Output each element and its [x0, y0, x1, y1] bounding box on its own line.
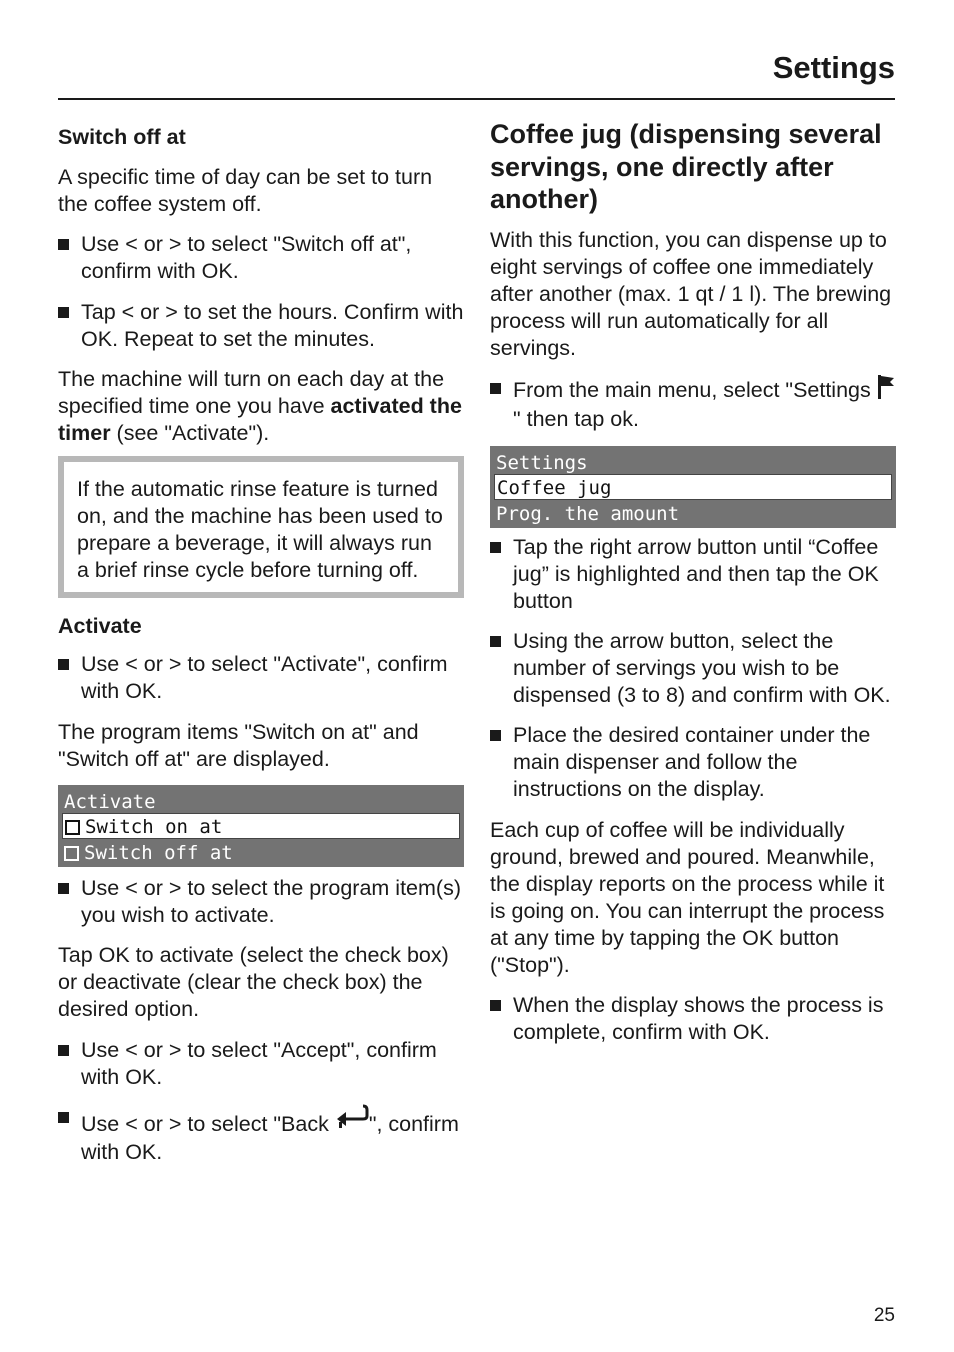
display-item-coffee-jug: Coffee jug: [494, 474, 892, 500]
activate-instructions: Tap OK to activate (select the check box) or deactivate (clear the check box) the desired option.: [58, 943, 449, 1021]
bullet-square-icon: [490, 636, 501, 647]
list-item: Use < or > to select the program item(s) you wish to activate.: [58, 875, 464, 929]
coffee-jug-process-paragraph: Each cup of coffee will be individually ground, brewed and poured. Meanwhile, the display reports on the process while it is going on. You can interrupt the process at any time by tapping the OK button ("Stop").: [490, 817, 885, 977]
display-title: Settings: [496, 451, 588, 474]
display-title: Activate: [64, 791, 156, 813]
switch-off-heading: Switch off at: [58, 125, 186, 149]
checkbox-icon: [64, 846, 79, 861]
back-arrow-icon: [335, 1104, 369, 1139]
list-item: Tap the right arrow button until “Coffee jug” is highlighted and then tap the OK button: [490, 534, 896, 615]
list-item: Use < or > to select "Switch off at", confirm with OK.: [58, 231, 464, 285]
coffee-jug-intro: With this function, you can dispense up to eight servings of coffee one immediately after another (max. 1 qt / 1 l). The brewing process will run automatically for all servings.: [490, 227, 892, 360]
bullet-square-icon: [58, 307, 69, 318]
bullet-square-icon: [58, 883, 69, 894]
bullet-square-icon: [58, 659, 69, 670]
bullet-square-icon: [58, 1045, 69, 1056]
activate-heading: Activate: [58, 614, 142, 638]
left-column: [58, 122, 464, 1166]
list-item: From the main menu, select "Settings " then tap ok.: [490, 375, 896, 433]
timer-paragraph: The machine will turn on each day at the specified time one you have activated the timer (see "Activate").: [58, 367, 462, 445]
bullet-square-icon: [58, 239, 69, 250]
activate-paragraph: The program items "Switch on at" and "Switch off at" are displayed.: [58, 720, 419, 771]
display-item-switch-on: Switch on at: [62, 813, 460, 839]
right-column: [490, 118, 896, 1046]
header-rule: [58, 98, 895, 100]
display-item-prog-amount: Prog. the amount: [496, 502, 680, 525]
settings-display: [490, 446, 896, 528]
rinse-note: If the automatic rinse feature is turned on, and the machine has been used to prepare a beverage, it will always run a brief rinse cycle before turning off.: [58, 456, 464, 598]
settings-flag-icon: [877, 375, 895, 406]
display-item-switch-off: Switch off at: [58, 839, 464, 867]
activate-display: [58, 785, 464, 867]
bullet-square-icon: [490, 1000, 501, 1011]
list-item: Place the desired container under the main dispenser and follow the instructions on the display.: [490, 722, 896, 803]
list-item: Use < or > to select "Activate", confirm with OK.: [58, 651, 464, 705]
list-item: Use < or > to select "Back ", confirm with OK.: [58, 1104, 464, 1166]
coffee-jug-heading: Coffee jug (dispensing several servings, one directly after another): [490, 119, 882, 214]
list-item: Use < or > to select "Accept", confirm with OK.: [58, 1037, 464, 1091]
page-title: Settings: [772, 50, 895, 85]
bullet-square-icon: [490, 730, 501, 741]
switch-off-intro: A specific time of day can be set to turn the coffee system off.: [58, 165, 433, 216]
bullet-square-icon: [58, 1112, 69, 1123]
checkbox-icon: [65, 820, 80, 835]
page-number: 25: [873, 1305, 895, 1326]
list-item: When the display shows the process is complete, confirm with OK.: [490, 992, 896, 1046]
list-item: Using the arrow button, select the number of servings you wish to be dispensed (3 to 8) and confirm with OK.: [490, 628, 896, 709]
bullet-square-icon: [490, 383, 501, 394]
list-item: Tap < or > to set the hours. Confirm with OK. Repeat to set the minutes.: [58, 299, 464, 353]
bullet-square-icon: [490, 542, 501, 553]
